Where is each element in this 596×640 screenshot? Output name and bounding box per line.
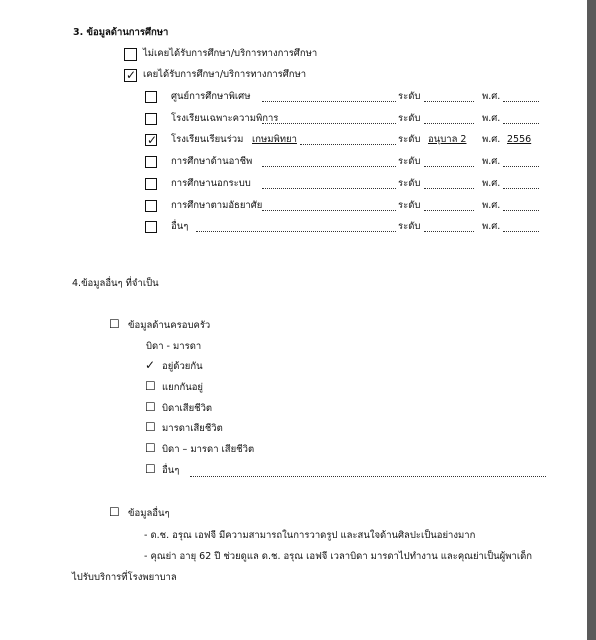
other-info-label: ข้อมูลอื่นๆ [128,508,170,519]
edu-row-level: อนุบาล 2 [428,134,467,145]
edu-row-year-line [503,188,539,189]
family-option-label: อื่นๆ [162,465,180,476]
family-option-mark[interactable]: ☐ [145,400,156,414]
page-shadow [587,0,596,640]
other-info-line-3: ไปรับบริการที่โรงพยาบาล [72,572,177,583]
edu-row-fill-line [262,166,396,167]
other-info-line-2: - คุณย่า อายุ 62 ปี ช่วยดูแล ด.ช. อรุณ เอฟจี เวลาบิดา มารดาไปทำงาน และคุณย่าเป็นผู้พาเด็ก [144,551,532,562]
family-option-mark[interactable]: ☐ [145,379,156,393]
edu-row-year-label: พ.ศ. [482,178,501,189]
family-option-label: อยู่ด้วยกัน [162,361,203,372]
family-info-label: ข้อมูลด้านครอบครัว [128,320,211,331]
edu-row-label: โรงเรียนเฉพาะความพิการ [171,113,279,124]
other-info-line-1: - ด.ช. อรุณ เอฟจี มีความสามารถในการวาดรูป และสนใจด้านศิลปะเป็นอย่างมาก [144,530,476,541]
edu-row-checkbox[interactable] [145,156,157,168]
check-mark-icon: ✓ [126,68,137,82]
edu-row-level-line [424,166,474,167]
edu-row-fill-line [300,144,396,145]
edu-row-checkbox[interactable] [145,200,157,212]
edu-row-level-label: ระดับ [398,156,421,167]
edu-row-level-label: ระดับ [398,178,421,189]
family-checkbox-icon[interactable]: ☐ [109,317,120,331]
edu-row-fill-line [196,231,396,232]
other-info-checkbox-icon[interactable]: ☐ [109,505,120,519]
family-option-mark[interactable]: ☐ [145,441,156,455]
check-mark-icon: ✓ [147,133,158,147]
edu-row-checkbox[interactable] [145,134,157,146]
family-option-mark[interactable]: ✓ [145,358,156,372]
edu-row-year-label: พ.ศ. [482,91,501,102]
edu-row-level-label: ระดับ [398,200,421,211]
edu-row-level-line [424,101,474,102]
edu-row-year-line [503,210,539,211]
ever-educated-label: เคยได้รับการศึกษา/บริการทางการศึกษา [143,69,307,80]
edu-row-fill-line [262,123,396,124]
edu-row-checkbox[interactable] [145,91,157,103]
edu-row-checkbox[interactable] [145,178,157,190]
edu-row-year: 2556 [507,134,532,145]
edu-row-fill-line [262,101,396,102]
edu-row-level-label: ระดับ [398,221,421,232]
never-educated-checkbox[interactable] [124,48,137,61]
edu-row-label: การศึกษานอกระบบ [171,178,251,189]
edu-row-level-line [424,231,474,232]
edu-row-year-line [503,123,539,124]
edu-row-fill-line [262,188,396,189]
family-option-label: บิดาเสียชีวิต [162,403,213,414]
edu-row-year-line [503,231,539,232]
edu-row-year-line [503,166,539,167]
section4-heading: 4.ข้อมูลอื่นๆ ที่จำเป็น [72,278,159,289]
edu-row-fill-line [262,210,396,211]
edu-row-level-label: ระดับ [398,91,421,102]
ever-educated-checkbox[interactable] [124,69,137,82]
edu-row-level-line [424,210,474,211]
family-option-mark[interactable]: ☐ [145,462,156,476]
parents-label: บิดา - มารดา [146,341,202,352]
family-option-mark[interactable]: ☐ [145,420,156,434]
edu-row-label: อื่นๆ [171,221,189,232]
edu-row-checkbox[interactable] [145,221,157,233]
edu-row-year-line [503,101,539,102]
edu-row-checkbox[interactable] [145,113,157,125]
edu-row-year-label: พ.ศ. [482,200,501,211]
edu-row-level-label: ระดับ [398,113,421,124]
section3-heading: 3. ข้อมูลด้านการศึกษา [73,27,169,38]
other-fill-line [190,476,546,477]
edu-row-year-label: พ.ศ. [482,134,501,145]
edu-row-level-line [424,123,474,124]
edu-row-level-line [424,188,474,189]
edu-row-year-label: พ.ศ. [482,156,501,167]
edu-row-label: ศูนย์การศึกษาพิเศษ [171,91,251,102]
edu-row-year-label: พ.ศ. [482,113,501,124]
edu-row-school: เกษมพิทยา [252,134,297,145]
never-educated-label: ไม่เคยได้รับการศึกษา/บริการทางการศึกษา [143,48,318,59]
edu-row-label: การศึกษาตามอัธยาศัย [171,200,263,211]
edu-row-label: โรงเรียนเรียนร่วม [171,134,244,145]
edu-row-level-label: ระดับ [398,134,421,145]
edu-row-label: การศึกษาด้านอาชีพ [171,156,253,167]
family-option-label: แยกกันอยู่ [162,382,203,393]
family-option-label: มารดาเสียชีวิต [162,423,223,434]
edu-row-year-label: พ.ศ. [482,221,501,232]
family-option-label: บิดา – มารดา เสียชีวิต [162,444,255,455]
